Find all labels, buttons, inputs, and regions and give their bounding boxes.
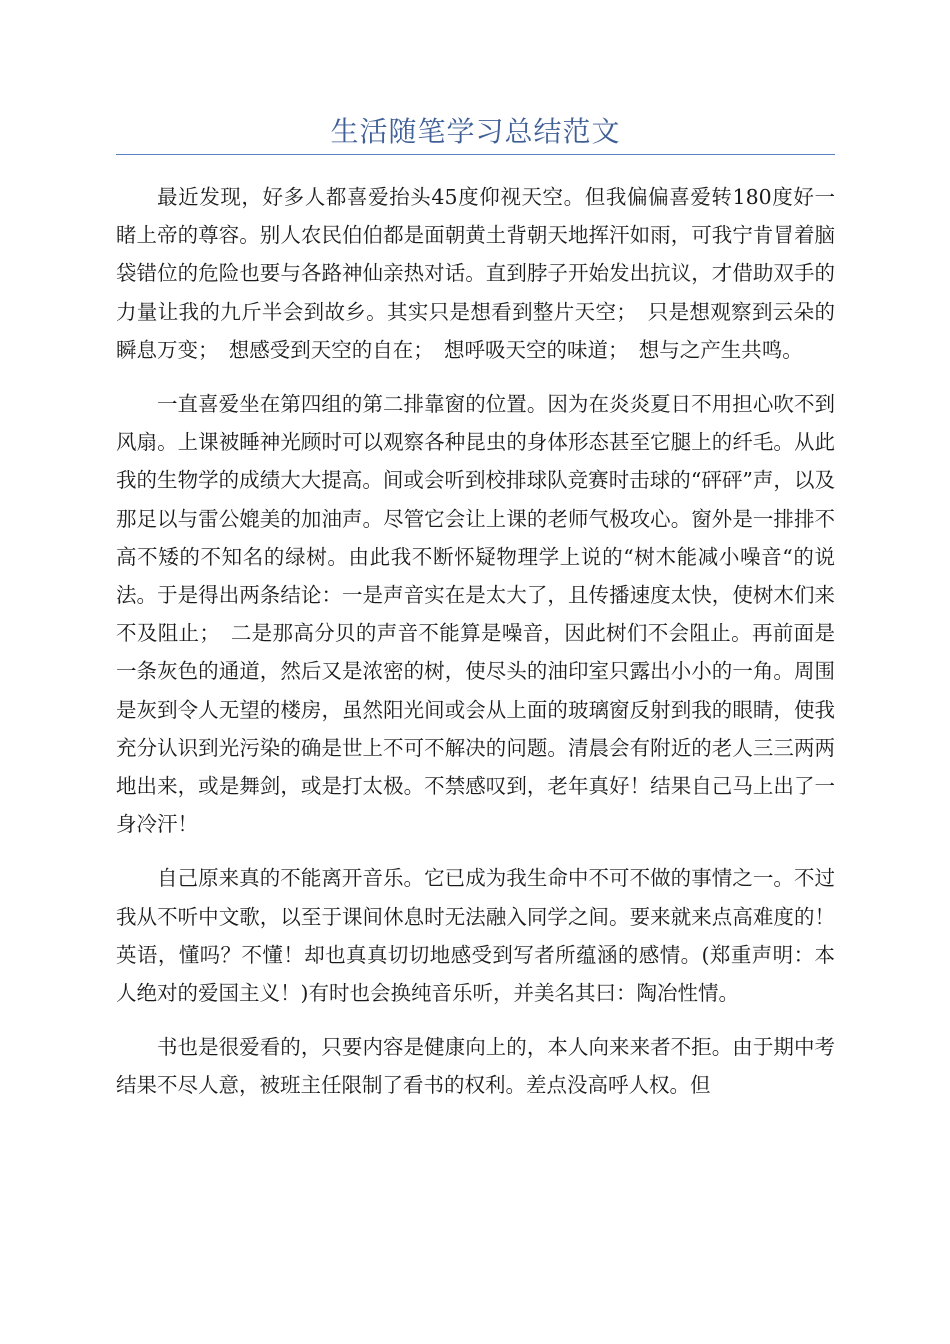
paragraph-3: 自己原来真的不能离开音乐。它已成为我生命中不可不做的事情之一。不过我从不听中文歌，以至于课间休息时无法融入同学之间。要来就来点高难度的！英语，懂吗？不懂！却也真真切切地感受到写者所蕴涵的感情。(郑重声明：本人绝对的爱国主义！)有时也会换纯音乐听，并美名其曰：陶冶性情。 xyxy=(116,866,835,1006)
paragraph-2: 一直喜爱坐在第四组的第二排靠窗的位置。因为在炎炎夏日不用担心吹不到风扇。上课被睡神光顾时可以观察各种昆虫的身体形态甚至它腿上的纤毛。从此我的生物学的成绩大大提高。间或会听到校排球队竞赛时击球的“砰砰”声，以及那足以与雷公媲美的加油声。尽管它会让上课的老师气极攻心。窗外是一排排不高不矮的不知名的绿树。由此我不断怀疑物理学上说的“树木能减小噪音“的说法。于是得出两条结论：一是声音实在是太大了，且传播速度太快，使树木们来不及阻止； 二是那高分贝的声音不能算是噪音，因此树们不会阻止。再前面是一条灰色的通道，然后又是浓密的树，使尽头的油印室只露出小小的一角。周围是灰到令人无望的楼房，虽然阳光间或会从上面的玻璃窗反射到我的眼睛，使我充分认识到光污染的确是世上不可不解决的问题。清晨会有附近的老人三三两两地出来，或是舞剑，或是打太极。不禁感叹到，老年真好！结果自己马上出了一身冷汗！ xyxy=(116,392,835,837)
paragraph-4: 书也是很爱看的，只要内容是健康向上的，本人向来来者不拒。由于期中考结果不尽人意，被班主任限制了看书的权利。差点没高呼人权。但 xyxy=(116,1035,835,1098)
title-divider xyxy=(116,154,835,155)
document-title: 生活随笔学习总结范文 xyxy=(330,115,621,148)
paragraph-1: 最近发现，好多人都喜爱抬头45度仰视天空。但我偏偏喜爱转180度好一睹上帝的尊容。别人农民伯伯都是面朝黄土背朝天地挥汗如雨，可我宁肯冒着脑袋错位的危险也要与各路神仙亲热对话。直到脖子开始发出抗议，才借助双手的力量让我的九斤半会到故乡。其实只是想看到整片天空； 只是想观察到云朵的瞬息万变； 想感受到天空的自在； 想呼吸天空的味道； 想与之产生共鸣。 xyxy=(116,185,835,362)
document-body xyxy=(116,178,835,1121)
